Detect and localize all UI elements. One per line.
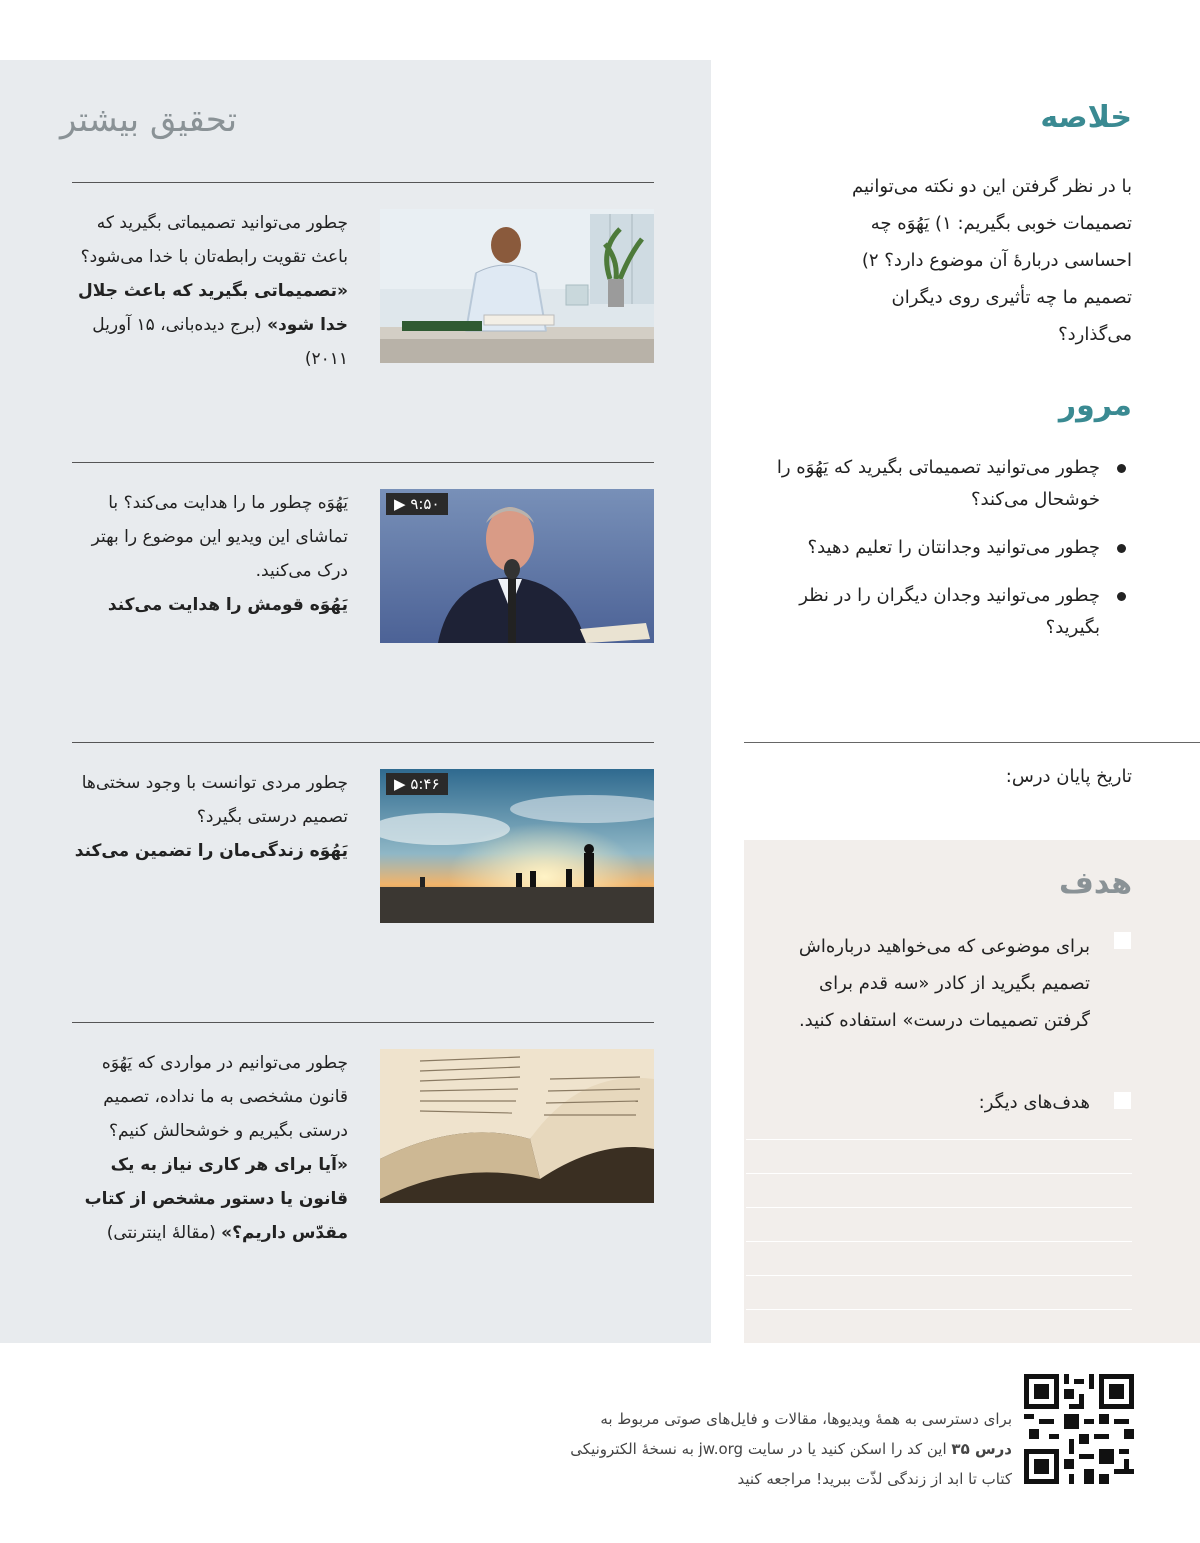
research-item-2 — [58, 486, 348, 622]
video-thumbnail-speaker[interactable] — [380, 489, 654, 643]
bullet-icon — [1117, 544, 1126, 553]
lesson-number: درس ۳۵ — [951, 1440, 1012, 1458]
play-icon: ▶ — [394, 775, 411, 793]
article-link[interactable]: «تصمیماتی بگیرید که باعث جلال خدا شود» — [78, 281, 348, 335]
video-duration-badge: ▶ ۵:۴۶ — [386, 773, 448, 795]
completion-date-label: تاریخ پایان درس: — [1005, 766, 1132, 787]
research-item-4 — [58, 1046, 348, 1250]
article-link[interactable]: «آیا برای هر کاری نیاز به یک قانون یا دستور مشخص از کتاب مقدّس داریم؟» — [84, 1155, 348, 1243]
thumbnail-open-bible[interactable] — [380, 1049, 654, 1203]
video-duration-badge: ▶ ۹:۵۰ — [386, 493, 448, 515]
research-question: چطور مردی توانست با وجود سختی‌ها تصمیم درستی بگیرد؟ — [81, 773, 348, 827]
writing-line[interactable] — [746, 1173, 1132, 1174]
summary-title: خلاصه — [1040, 100, 1132, 135]
review-item: چطور می‌توانید وجدان دیگران را در نظر بگیرید؟ — [772, 580, 1132, 644]
bullet-icon — [1117, 464, 1126, 473]
research-question: چطور می‌توانیم در مواردی که یَهُوَه قانون مشخصی به ما نداده، تصمیم درستی بگیریم و خوشحالش کنیم؟ — [101, 1053, 348, 1141]
video-link[interactable]: یَهُوَه قومش را هدایت می‌کند — [107, 595, 348, 615]
goal-item-1: برای موضوعی که می‌خواهید درباره‌اش تصمیم بگیرید از کادر «سه قدم برای گرفتن تصمیمات درست» استفاده کنید. — [798, 936, 1090, 1031]
divider — [744, 742, 1200, 743]
goal-title: هدف — [1059, 866, 1132, 901]
review-title: مرور — [1058, 388, 1132, 423]
review-item: چطور می‌توانید تصمیماتی بگیرید که یَهُوَه را خوشحال می‌کند؟ — [772, 452, 1132, 516]
summary-text: با در نظر گرفتن این دو نکته می‌توانیم تصمیمات خوبی بگیریم: ۱) یَهُوَه چه احساسی دربارهٔ آن موضوع دارد؟ ۲) تصمیم ما چه تأثیری روی دیگران می‌گذارد؟ — [851, 176, 1132, 345]
goal-checkbox[interactable] — [1114, 932, 1131, 949]
review-item: چطور می‌توانید وجدانتان را تعلیم دهید؟ — [772, 532, 1132, 564]
divider — [72, 462, 654, 463]
research-item-3 — [58, 766, 348, 868]
review-list — [772, 452, 1132, 660]
article-source: (مقالهٔ اینترنتی) — [106, 1223, 216, 1243]
goal-checkbox[interactable] — [1114, 1092, 1131, 1109]
video-link[interactable]: یَهُوَه زندگی‌مان را تضمین می‌کند — [74, 841, 348, 861]
footer-text: برای دسترسی به همهٔ ویدیوها، مقالات و فایل‌های صوتی مربوط به درس ۳۵ این کد را اسکن کنید یا در سایت jw.org به نسخهٔ الکترونیکی کتاب تا ابد از زندگی لذّت ببرید! مراجعه کنید — [570, 1410, 1012, 1488]
goal-panel — [744, 840, 1200, 1343]
divider — [72, 742, 654, 743]
research-question: چطور می‌توانید تصمیماتی بگیرید که باعث تقویت رابطه‌تان با خدا می‌شود؟ — [80, 213, 348, 267]
video-thumbnail-sunset[interactable] — [380, 769, 654, 923]
writing-line[interactable] — [746, 1241, 1132, 1242]
bullet-icon — [1117, 592, 1126, 601]
writing-line[interactable] — [746, 1139, 1132, 1140]
writing-line[interactable] — [746, 1309, 1132, 1310]
thumbnail-man-studying[interactable] — [380, 209, 654, 363]
play-icon: ▶ — [394, 495, 411, 513]
article-source: (برج دیده‌بانی، ۱۵ آوریل ۲۰۱۱) — [92, 315, 348, 369]
divider — [72, 1022, 654, 1023]
writing-line[interactable] — [746, 1275, 1132, 1276]
writing-line[interactable] — [746, 1207, 1132, 1208]
research-question: یَهُوَه چطور ما را هدایت می‌کند؟ با تماشای این ویدیو این موضوع را بهتر درک می‌کنید. — [91, 493, 348, 581]
goal-item-2: هدف‌های دیگر: — [978, 1092, 1090, 1113]
research-title: تحقیق بیشتر — [60, 100, 238, 140]
research-item-1 — [58, 206, 348, 376]
divider — [72, 182, 654, 183]
qr-code-icon[interactable] — [1024, 1374, 1134, 1484]
